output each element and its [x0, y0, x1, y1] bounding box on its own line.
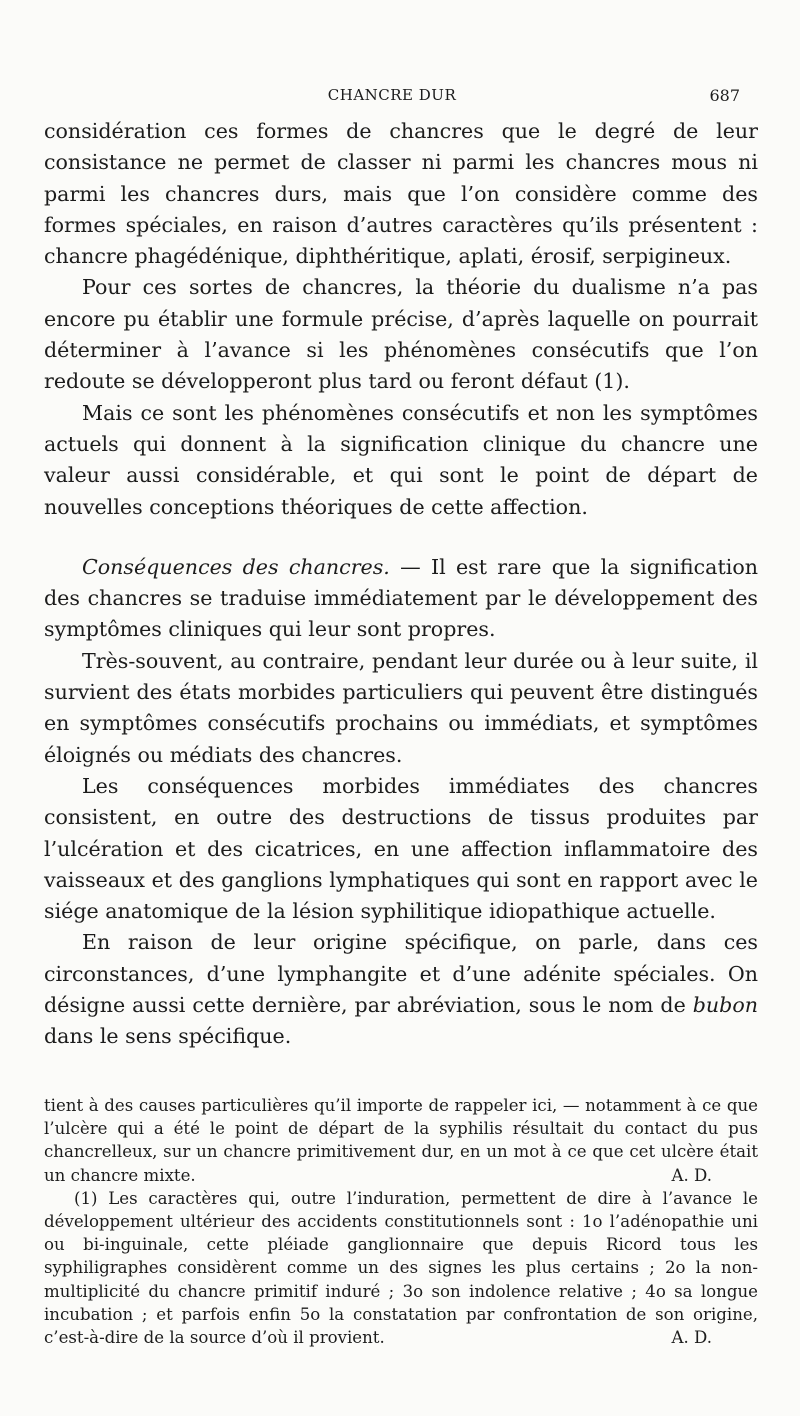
page-number: 687: [709, 86, 740, 105]
paragraph-7-end: dans le sens spécifique.: [44, 1024, 292, 1049]
paragraph-5: Très-souvent, au contraire, pendant leur durée ou à leur suite, il survient des états morbides particuliers qui peuvent être distingués en symptômes consécutifs prochains ou immédiats, et symptômes éloignés ou médiats des chancres.: [44, 648, 758, 767]
paragraph-2: Pour ces sortes de chancres, la théorie du dualisme n’a pas encore pu établir une formule précise, d’après laquelle on pourrait déterminer à l’avance si les phénomènes consécutifs que l’on redoute se développeront plus tard ou feront défaut (1).: [44, 275, 758, 394]
paragraph-6: Les conséquences morbides immédiates des chancres consistent, en outre des destructions de tissus produites par l’ulcération et des cicatrices, en une affection inflammatoire des vaisseaux et des ganglions lymphatiques qui sont en rapport avec le siége anatomique de la lésion syphilitique idiopathique actuelle.: [44, 773, 758, 924]
footnote-continued-text: tient à des causes particulières qu’il importe de rappeler ici, — notamment à ce que l’ulcère qui a été le point de départ de la syphilis résultait du contact du pus chancrelleux, sur un chancre primitivement dur, en un mot à ce que cet ulcère était un chancre mixte.: [44, 1096, 758, 1185]
footnotes: [44, 1094, 758, 1349]
running-title: CHANCRE DUR: [327, 86, 457, 104]
footnote-continued-signature: A. D.: [671, 1165, 712, 1185]
footnote-1-signature: A. D.: [671, 1328, 712, 1348]
main-text: [44, 116, 758, 1053]
footnote-1: [44, 1187, 758, 1349]
paragraph-3: Mais ce sont les phénomènes consécutifs et non les symptômes actuels qui donnent à la signification clinique du chancre une valeur aussi considérable, et qui sont le point de départ de nouvelles conceptions théoriques de cette affection.: [44, 400, 758, 519]
page-header: [44, 80, 740, 112]
paragraph-7: [44, 927, 758, 1052]
paragraph-4-text: — Il est rare que la signification des chancres se traduise immédiatement par le développement des symptômes cliniques qui leur sont propres.: [44, 554, 758, 642]
footnote-1-text: (1) Les caractères qui, outre l’induration, permettent de dire à l’avance le développement ultérieur des accidents constitutionnels sont : 1o l’adénopathie uni ou bi-inguinale, cette pléiade ganglionnaire que depuis Ricord tous les syphiligraphes considèrent comme un des signes les plus certains ; 2o la non-multiplicité du chancre primitif induré ; 3o son indolence relative ; 4o sa longue incubation ; et parfois enfin 5o la constatation par confrontation de son origine, c’est-à-dire de la source d’où il provient.: [44, 1188, 758, 1348]
paragraph-1: considération ces formes de chancres que le degré de leur consistance ne permet de classer ni parmi les chancres mous ni parmi les chancres durs, mais que l’on considère comme des formes spéciales, en raison d’autres caractères qu’ils présentent : chancre phagédénique, diphthéritique, aplati, érosif, serpigineux.: [44, 119, 758, 269]
footnote-continued: [44, 1094, 758, 1187]
paragraph-7-term: bubon: [692, 993, 758, 1018]
paragraph-7-start: En raison de leur origine spécifique, on parle, dans ces circonstances, d’une lymphangite et d’une adénite spéciales. On désigne aussi cette dernière, par abréviation, sous le nom de: [44, 930, 758, 1018]
paragraph-4: [44, 552, 758, 646]
section-heading: Conséquences des chancres.: [82, 554, 390, 579]
